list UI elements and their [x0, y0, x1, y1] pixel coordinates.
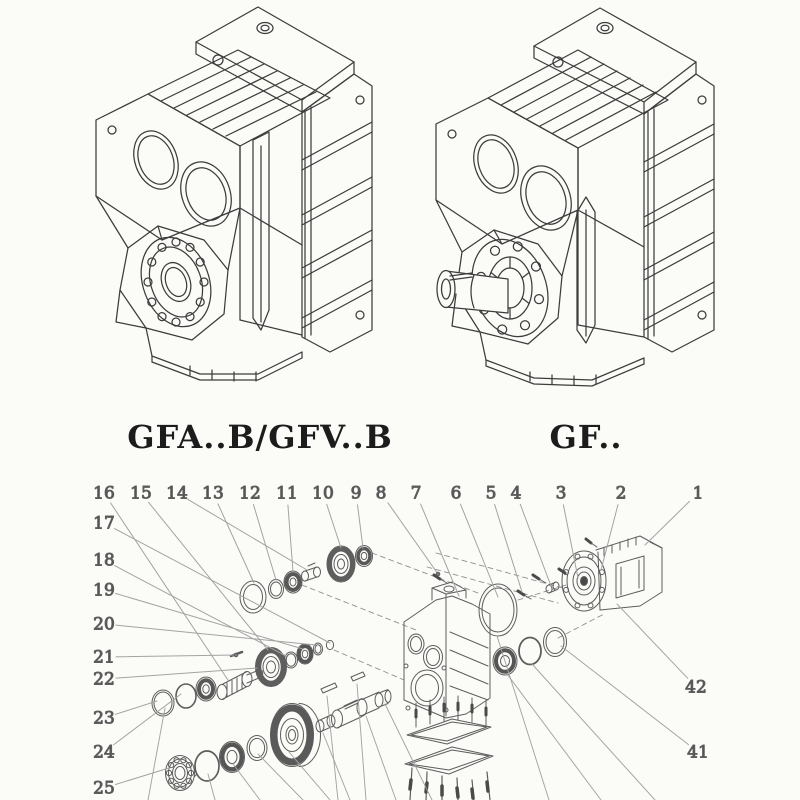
callout-number-17: 17 — [93, 513, 115, 534]
callout-number-21: 21 — [93, 647, 115, 668]
callout-number-10: 10 — [312, 483, 334, 504]
callout-leader-13 — [218, 504, 254, 583]
callout-leader-9 — [358, 505, 363, 548]
cut-leader-line-8 — [357, 684, 366, 800]
callout-leader-5 — [495, 504, 522, 592]
flange-and-ring-parts — [479, 584, 567, 675]
cut-leader-line-1 — [148, 708, 165, 800]
cut-leader-lines — [148, 636, 655, 800]
caption-gf: GF.. — [549, 418, 623, 456]
intermediate-shaft-parts — [152, 640, 334, 716]
cut-leader-line-12 — [507, 674, 601, 800]
cut-leader-line-5 — [289, 752, 330, 800]
callout-arrow-8 — [436, 572, 440, 576]
callout-leader-22 — [116, 668, 257, 678]
callout-leader-1 — [645, 501, 689, 545]
callout-number-15: 15 — [130, 483, 152, 504]
callout-leader-21 — [116, 655, 236, 657]
callout-number-19: 19 — [93, 580, 115, 601]
projection-lines — [302, 553, 604, 680]
callout-number-2: 2 — [615, 483, 627, 504]
callout-leader-11 — [288, 505, 293, 572]
cut-leader-line-10 — [385, 704, 432, 800]
callout-number-23: 23 — [93, 708, 115, 729]
cut-leader-line-3 — [233, 764, 260, 800]
callout-number-1: 1 — [692, 483, 704, 504]
callout-leader-12 — [253, 504, 276, 580]
callout-leader-2 — [601, 505, 618, 570]
callout-number-41: 41 — [687, 742, 709, 763]
callout-number-13: 13 — [202, 483, 224, 504]
gearbox-drawing-gfab-gfvb — [96, 7, 372, 381]
callout-number-11: 11 — [276, 483, 298, 504]
callout-number-3: 3 — [555, 483, 567, 504]
gearbox-drawing-gf — [436, 8, 714, 386]
callout-number-6: 6 — [450, 483, 462, 504]
callout-number-24: 24 — [93, 742, 115, 763]
callout-number-12: 12 — [239, 483, 261, 504]
callout-leader-6 — [460, 504, 498, 597]
callout-number-7: 7 — [410, 483, 422, 504]
callout-leader-24 — [114, 694, 181, 745]
callout-layer — [93, 484, 709, 799]
callout-number-22: 22 — [93, 669, 115, 690]
callout-number-8: 8 — [375, 483, 387, 504]
callout-leader-41 — [561, 646, 689, 745]
input-shaft-parts — [240, 546, 373, 614]
caption-gfab-gfvb: GFA..B/GFV..B — [127, 418, 393, 456]
callout-number-14: 14 — [166, 483, 188, 504]
callout-leader-10 — [327, 504, 341, 548]
exploded-parts-diagram — [93, 484, 709, 800]
callout-number-9: 9 — [350, 483, 362, 504]
callout-leader-14 — [187, 499, 307, 570]
housing-part — [404, 582, 490, 718]
callout-leader-20 — [116, 625, 316, 645]
callout-number-20: 20 — [93, 614, 115, 635]
callout-leader-42 — [617, 604, 688, 678]
callout-leader-4 — [520, 504, 551, 586]
callout-leader-23 — [115, 701, 157, 714]
callout-number-5: 5 — [485, 483, 497, 504]
callout-number-42: 42 — [685, 677, 707, 698]
callout-number-25: 25 — [93, 778, 115, 799]
callout-arrow-21 — [234, 653, 238, 657]
callout-number-16: 16 — [93, 483, 115, 504]
callout-leader-8 — [388, 503, 438, 574]
callout-leader-25 — [115, 768, 169, 784]
callout-leader-7 — [421, 504, 459, 596]
callout-number-18: 18 — [93, 550, 115, 571]
callout-number-4: 4 — [510, 483, 522, 504]
cut-leader-line-9 — [366, 716, 396, 800]
callout-leader-15 — [149, 502, 268, 650]
callout-leader-16 — [111, 503, 228, 680]
cover-gasket-parts — [405, 696, 493, 800]
